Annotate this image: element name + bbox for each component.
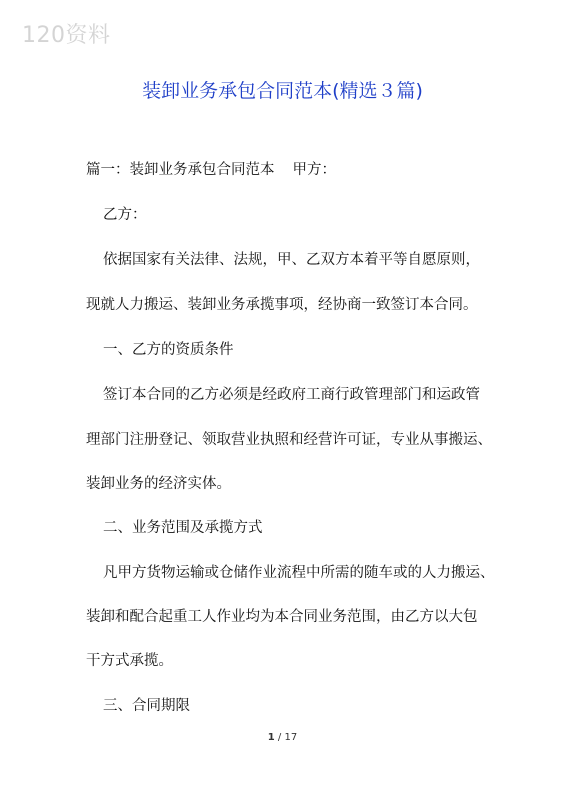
page-separator: / <box>274 732 285 743</box>
clause-1-title: 一、乙方的资质条件 <box>103 342 234 358</box>
watermark-text: 120资料 <box>22 23 111 48</box>
section-heading-line <box>86 160 336 180</box>
section-heading: 篇一：装卸业务承包合同范本 <box>86 162 275 178</box>
intro-paragraph-line-1: 依据国家有关法律、法规，甲、乙双方本着平等自愿原则， <box>103 252 480 268</box>
page-indicator <box>0 732 565 743</box>
current-page: 1 <box>267 732 275 743</box>
clause-2-title: 二、业务范围及承揽方式 <box>103 520 263 536</box>
document-title: 装卸业务承包合同范本(精选３篇) <box>142 80 423 102</box>
clause-1-line-2: 理部门注册登记、领取营业执照和经营许可证，专业从事搬运、 <box>86 432 492 448</box>
clause-3-title: 三、合同期限 <box>103 698 190 714</box>
clause-1-line-3: 装卸业务的经济实体。 <box>86 476 231 492</box>
intro-paragraph-line-2: 现就人力搬运、装卸业务承揽事项，经协商一致签订本合同。 <box>86 297 478 313</box>
total-pages: 17 <box>284 732 298 743</box>
clause-2-line-2: 装卸和配合起重工人作业均为本合同业务范围，由乙方以大包 <box>86 609 478 625</box>
clause-2-line-3: 干方式承揽。 <box>86 653 173 669</box>
party-b-label: 乙方： <box>103 207 147 223</box>
clause-1-line-1: 签订本合同的乙方必须是经政府工商行政管理部门和运政管 <box>103 387 480 403</box>
party-a-label: 甲方： <box>292 162 336 178</box>
clause-2-line-1: 凡甲方货物运输或仓储作业流程中所需的随车或的人力搬运、 <box>103 565 495 581</box>
